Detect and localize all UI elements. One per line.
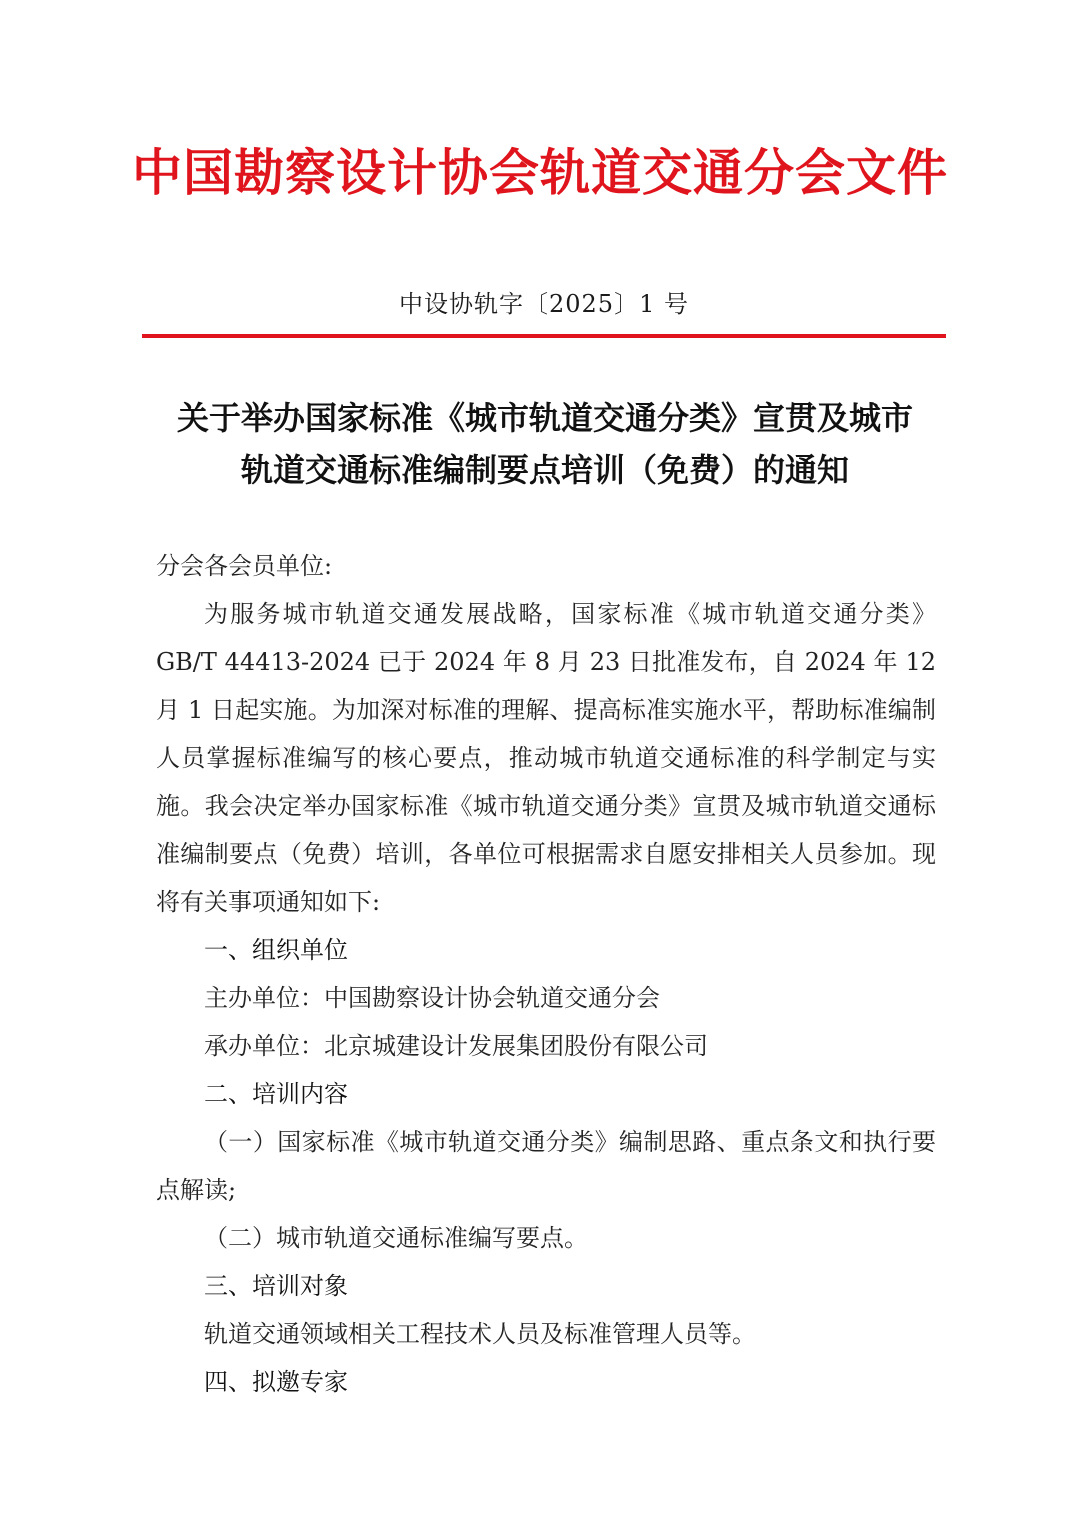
section-heading-experts: 四、拟邀专家	[204, 1368, 348, 1396]
notice-title-line-1: 关于举办国家标准《城市轨道交通分类》宣贯及城市	[176, 399, 913, 437]
audience-text: 轨道交通领域相关工程技术人员及标准管理人员等。	[204, 1320, 756, 1348]
section-heading-organizers: 一、组织单位	[204, 936, 348, 964]
content-item-1: （一）国家标准《城市轨道交通分类》编制思路、重点条文和执行要点解读;	[156, 1128, 936, 1204]
header-red-divider	[142, 334, 946, 338]
salutation: 分会各会员单位:	[156, 552, 333, 580]
intro-paragraph: 为服务城市轨道交通发展战略，国家标准《城市轨道交通分类》GB/T 44413-2024 已于 2024 年 8 月 23 日批准发布，自 2024 年 12 月 1 日起实施。为加深对标准的理解、提高标准实施水平，帮助标准编制人员掌握标准编写的核心要点，推动城市轨道交通标准的科学制定与实施。我会决定举办国家标准《城市轨道交通分类》宣贯及城市轨道交通标准编制要点（免费）培训，各单位可根据需求自愿安排相关人员参加。现将有关事项通知如下:	[156, 600, 936, 916]
notice-title	[130, 392, 960, 496]
notice-body	[156, 542, 936, 1406]
document-header-title: 中国勘察设计协会轨道交通分会文件	[132, 143, 948, 202]
content-item-2: （二）城市轨道交通标准编写要点。	[204, 1224, 588, 1252]
notice-title-line-2: 轨道交通标准编制要点培训（免费）的通知	[240, 451, 849, 489]
organizer-co-host: 承办单位：北京城建设计发展集团股份有限公司	[204, 1032, 708, 1060]
section-heading-audience: 三、培训对象	[204, 1272, 348, 1300]
document-number: 中设协轨字〔2025〕1 号	[399, 290, 689, 318]
organizer-host: 主办单位：中国勘察设计协会轨道交通分会	[204, 984, 660, 1012]
section-heading-content: 二、培训内容	[204, 1080, 348, 1108]
